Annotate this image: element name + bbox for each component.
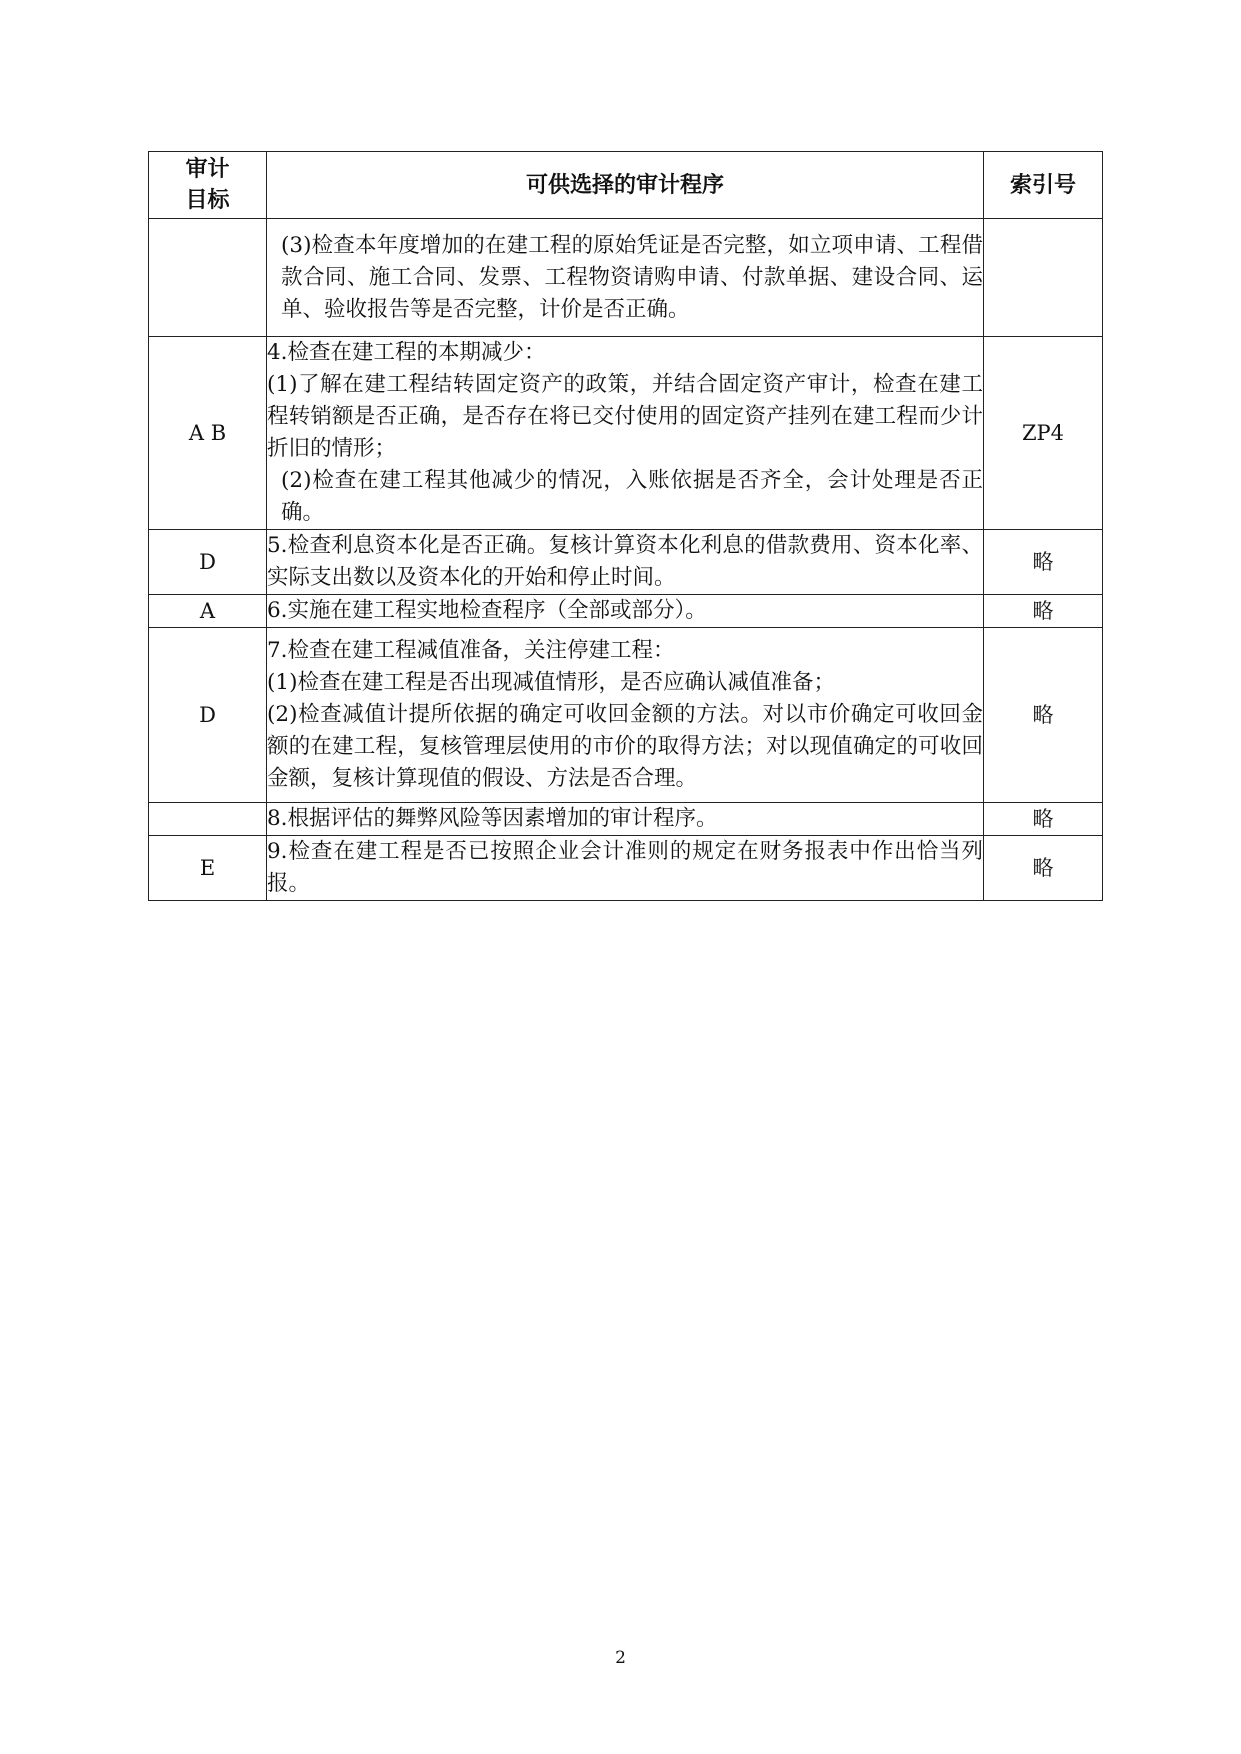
- row-procedure: [267, 337, 984, 530]
- row-procedure: [267, 836, 984, 901]
- table-row: [149, 337, 1103, 530]
- header-index-number: 索引号: [984, 152, 1103, 219]
- row-procedure: [267, 530, 984, 595]
- row-index-number: 略: [984, 530, 1103, 595]
- row-index-number: 略: [984, 628, 1103, 803]
- row-procedure: [267, 628, 984, 803]
- procedure-line: (2)检查在建工程其他减少的情况，入账依据是否齐全，会计处理是否正确。: [281, 468, 983, 525]
- page-number: 2: [615, 1648, 626, 1668]
- procedure-line: 7.检查在建工程减值准备，关注停建工程：: [267, 638, 675, 663]
- procedure-line: (3)检查本年度增加的在建工程的原始凭证是否完整，如立项申请、工程借款合同、施工合同、发票、工程物资请购申请、付款单据、建设合同、运单、验收报告等是否完整，计价是否正确。: [281, 232, 983, 322]
- row-index-number: [984, 219, 1103, 337]
- table-row: [149, 219, 1103, 337]
- row-procedure: [267, 595, 984, 628]
- row-audit-goal: A B: [149, 337, 267, 530]
- table-row: [149, 530, 1103, 595]
- row-audit-goal: [149, 219, 267, 337]
- procedure-line: 8.根据评估的舞弊风险等因素增加的审计程序。: [267, 806, 718, 831]
- row-audit-goal: [149, 803, 267, 836]
- header-procedure: 可供选择的审计程序: [267, 152, 984, 219]
- table-body: [149, 219, 1103, 901]
- procedure-line: (2)检查减值计提所依据的确定可收回金额的方法。对以市价确定可收回金额的在建工程，复核管理层使用的市价的取得方法；对以现值确定的可收回金额，复核计算现值的假设、方法是否合理。: [267, 702, 983, 791]
- table-header-row: [149, 152, 1103, 219]
- row-index-number: 略: [984, 836, 1103, 901]
- row-index-number: 略: [984, 595, 1103, 628]
- table-row: [149, 595, 1103, 628]
- row-audit-goal: D: [149, 530, 267, 595]
- table-row: [149, 803, 1103, 836]
- row-audit-goal: A: [149, 595, 267, 628]
- audit-procedure-table: [148, 151, 1103, 901]
- procedure-line: (1)了解在建工程结转固定资产的政策，并结合固定资产审计，检查在建工程转销额是否正确，是否存在将已交付使用的固定资产挂列在建工程而少计折旧的情形；: [267, 372, 983, 461]
- row-audit-goal: D: [149, 628, 267, 803]
- row-procedure: [267, 219, 984, 337]
- procedure-line: (1)检查在建工程是否出现减值情形，是否应确认减值准备；: [267, 670, 835, 695]
- row-audit-goal: E: [149, 836, 267, 901]
- row-procedure: [267, 803, 984, 836]
- procedure-line: 9.检查在建工程是否已按照企业会计准则的规定在财务报表中作出恰当列报。: [267, 839, 983, 896]
- procedure-line: 5.检查利息资本化是否正确。复核计算资本化利息的借款费用、资本化率、实际支出数以及资本化的开始和停止时间。: [267, 533, 983, 590]
- header-audit-goal: [149, 152, 267, 219]
- table-row: [149, 628, 1103, 803]
- header-goal-line-2: 目标: [185, 188, 230, 213]
- row-index-number: 略: [984, 803, 1103, 836]
- procedure-line: 6.实施在建工程实地检查程序（全部或部分）。: [267, 598, 707, 623]
- table-row: [149, 836, 1103, 901]
- procedure-line: 4.检查在建工程的本期减少：: [267, 340, 546, 365]
- header-goal-line-1: 审计: [185, 157, 230, 182]
- row-index-number: ZP4: [984, 337, 1103, 530]
